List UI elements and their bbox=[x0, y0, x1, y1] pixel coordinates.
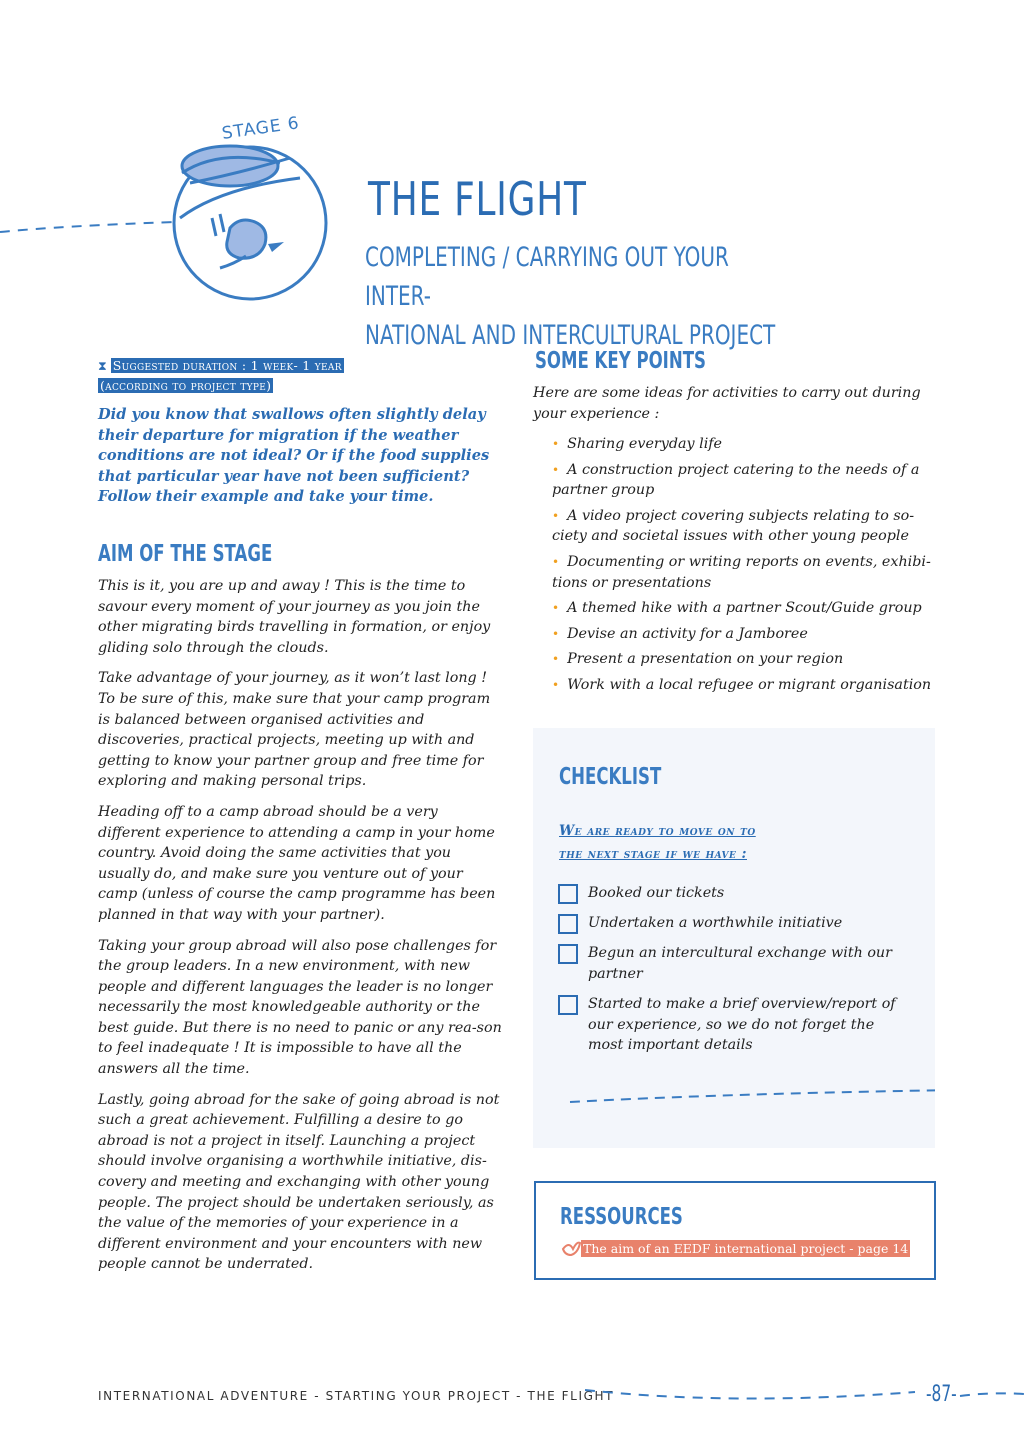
bird-link-icon bbox=[561, 1241, 581, 1257]
bullet-icon: • bbox=[552, 462, 560, 477]
duration-line: Suggested duration : 1 week- 1 year bbox=[112, 358, 342, 373]
subtitle-line: COMPLETING / CARRYING OUT YOUR INTER- bbox=[365, 242, 729, 312]
list-item: • A construction project catering to the needs of a partner group bbox=[552, 461, 920, 499]
checkbox[interactable] bbox=[558, 944, 578, 964]
suggested-duration bbox=[98, 356, 344, 396]
checklist-subheading-line: the next stage if we have : bbox=[559, 846, 747, 862]
bird-nest-icon bbox=[160, 118, 340, 308]
checkbox[interactable] bbox=[558, 995, 578, 1015]
bullet-icon: • bbox=[552, 437, 560, 451]
duration-note: (according to project type) bbox=[100, 378, 272, 393]
checklist-item-label: Booked our tickets bbox=[588, 885, 725, 901]
checklist-heading: CHECKLIST bbox=[559, 764, 662, 790]
list-item: • A themed hike with a partner Scout/Guide group bbox=[552, 600, 922, 617]
checklist-subheading bbox=[559, 820, 819, 866]
list-item: • Work with a local refugee or migrant organisation bbox=[552, 676, 932, 693]
bullet-icon: • bbox=[552, 601, 560, 616]
key-points-intro: Here are some ideas for activities to carry out during your experience : bbox=[533, 385, 921, 422]
aim-paragraph: Lastly, going abroad for the sake of going abroad is not such a great achievement. Fulfilling a desire to go abroad is not a project in itself. Launching a project should involve organising a worthwhile initiative, dis-covery and meeting and exchanging with other young people. The project should be undertaken seriously, as the value of the memories of your experience in a different environment and your encounters with new people cannot be underrated. bbox=[98, 1091, 500, 1273]
page-title: THE FLIGHT bbox=[368, 172, 587, 226]
aim-paragraph: Taking your group abroad will also pose challenges for the group leaders. In a new environment, with new people and different languages the leader is no longer necessarily the most knowledgeable authority or the best guide. But there is no need to panic or any rea-son to feel inadequate ! It is impossible to have all the answers all the time. bbox=[98, 937, 502, 1078]
aim-body bbox=[98, 576, 503, 1285]
checklist-item[interactable] bbox=[558, 883, 918, 904]
checkbox[interactable] bbox=[558, 884, 578, 904]
bullet-icon: • bbox=[552, 677, 560, 692]
aim-paragraph: Take advantage of your journey, as it won’t last long ! To be sure of this, make sure that your camp program is balanced between organised activities and discoveries, practical projects, meeting up with and getting to know your partner group and free time for exploring and making personal trips. bbox=[98, 670, 491, 790]
checklist-item[interactable] bbox=[558, 913, 918, 934]
bullet-icon: • bbox=[552, 554, 560, 569]
intro-paragraph: Did you know that swallows often slightly delay their departure for migration if the weather conditions are not ideal? Or if the food supplies that particular year have not been sufficient? Follow their example and take your time. bbox=[98, 406, 490, 506]
resources-panel bbox=[534, 1181, 936, 1280]
list-item: • Present a presentation on your region bbox=[552, 651, 844, 668]
decorative-dashed-line bbox=[0, 212, 175, 242]
resources-heading: RESSOURCES bbox=[560, 1204, 683, 1230]
list-item: • A video project covering subjects relating to so-ciety and societal issues with other young people bbox=[552, 507, 915, 545]
aim-heading: AIM OF THE STAGE bbox=[98, 541, 273, 567]
stage-label: STAGE 6 bbox=[220, 113, 301, 144]
decorative-dashed-line bbox=[585, 1380, 1024, 1410]
bullet-icon: • bbox=[552, 626, 560, 641]
checkbox[interactable] bbox=[558, 914, 578, 934]
page-number: -87- bbox=[926, 1382, 957, 1407]
key-points-heading: SOME KEY POINTS bbox=[535, 348, 706, 374]
bullet-icon: • bbox=[552, 508, 560, 523]
hourglass-icon: ⧗ bbox=[98, 358, 107, 373]
checklist-item-label: Undertaken a worthwhile initiative bbox=[588, 915, 843, 931]
list-item: • Documenting or writing reports on events, exhibi-tions or presentations bbox=[552, 553, 931, 591]
bullet-icon: • bbox=[552, 652, 560, 667]
list-item: • Sharing everyday life bbox=[552, 436, 723, 452]
aim-paragraph: Heading off to a camp abroad should be a very different experience to attending a camp in your home country. Avoid doing the same activities that you usually do, and make sure you venture out of your camp (unless of course the camp programme has been planned in that way with your partner). bbox=[98, 803, 496, 923]
list-item: • Devise an activity for a Jamboree bbox=[552, 625, 808, 642]
checklist-item[interactable] bbox=[558, 994, 918, 1056]
footer-breadcrumb: INTERNATIONAL ADVENTURE - STARTING YOUR PROJECT - THE FLIGHT bbox=[98, 1389, 615, 1403]
key-points-list bbox=[552, 434, 937, 701]
resource-link[interactable] bbox=[561, 1240, 910, 1257]
checklist-subheading-line: We are ready to move on to bbox=[559, 823, 756, 839]
checklist-item-label: Started to make a brief overview/report of our experience, so we do not forget the most important details bbox=[588, 996, 896, 1054]
checklist-item[interactable] bbox=[558, 943, 918, 984]
page-subtitle bbox=[365, 238, 779, 355]
resource-link-text[interactable]: The aim of an EEDF international project - page 14 bbox=[583, 1241, 909, 1256]
aim-paragraph: This is it, you are up and away ! This is the time to savour every moment of your journey as you join the other migrating birds travelling in formation, or enjoy gliding solo through the clouds. bbox=[98, 578, 491, 656]
checklist-item-label: Begun an intercultural exchange with our partner bbox=[588, 945, 892, 982]
bird-trail-icon bbox=[565, 1072, 935, 1112]
subtitle-line: NATIONAL AND INTERCULTURAL PROJECT bbox=[365, 320, 776, 351]
